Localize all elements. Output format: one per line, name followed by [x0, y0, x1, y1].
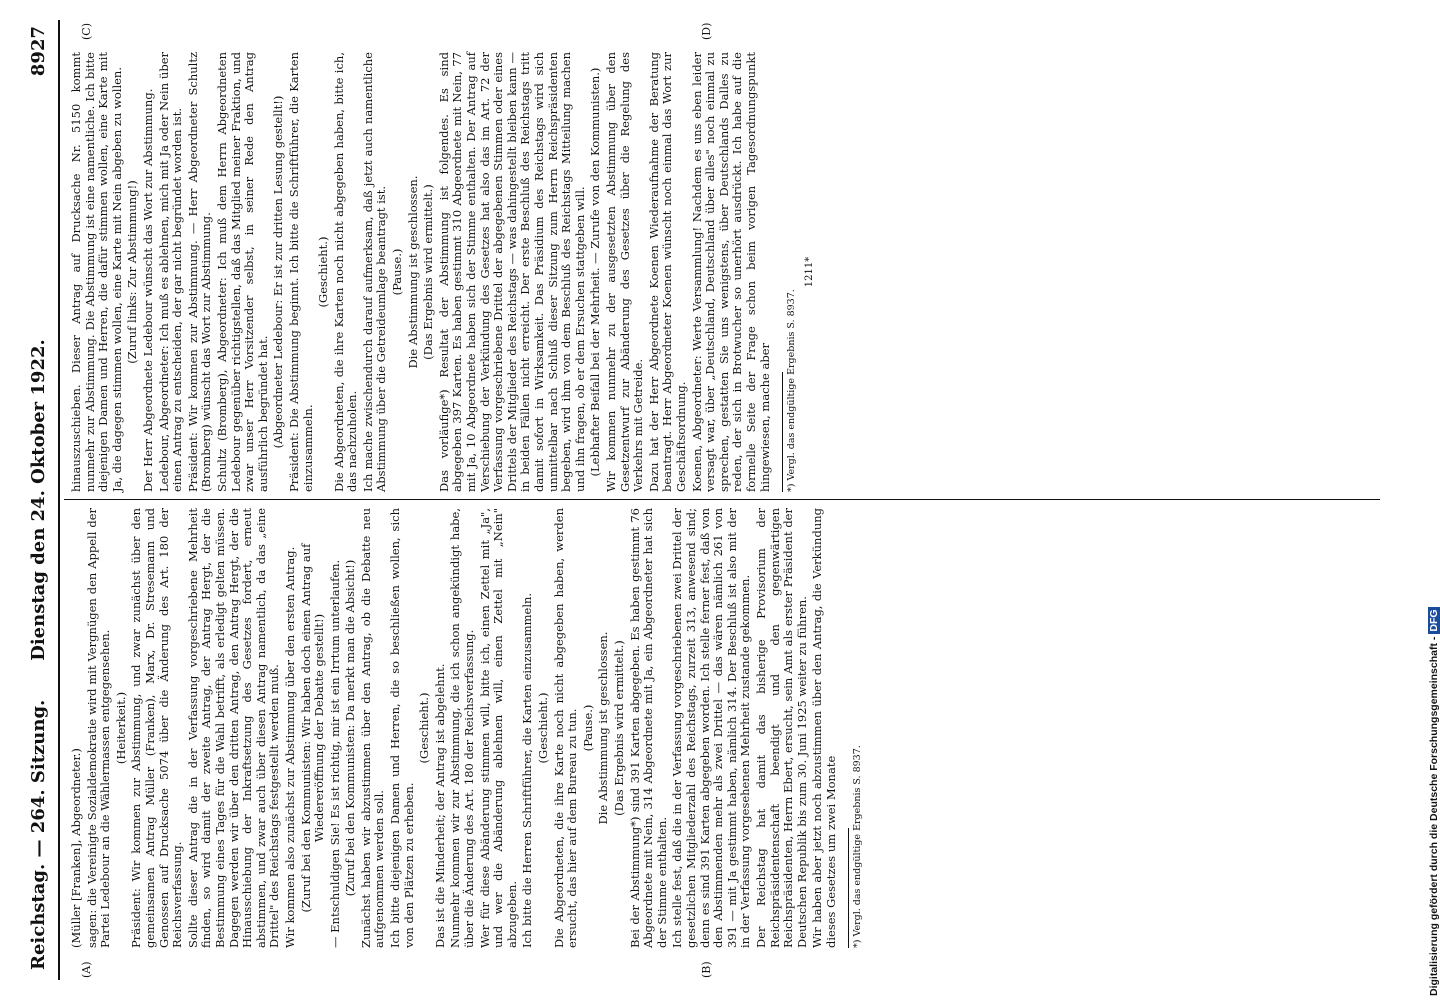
- paragraph: sagen: die Vereinigte Sozialdemokratie wird mit Vergnügen den Appell der Partei Ledebour an die Wählermassen entgegensehen.: [84, 508, 113, 948]
- paragraph: hinauszuschieben. Dieser Antrag auf Drucksache Nr. 5150 kommt nunmehr zur Abstimmung. Die Abstimmung ist eine namentliche. Ich bitte diejenigen Damen und Herren, die dafür stimmen wollen, eine Karte mit Ja, die dagegen stimmen wollen, eine Karte mit Nein abgeben zu wollen.: [69, 52, 124, 492]
- interjection: (Das Ergebnis wird ermittelt.): [611, 640, 626, 816]
- paragraph: Wir kommen nunmehr zu der ausgesetzten Abstimmung über den Gesetzentwurf zur Abänderung des Gesetzes über die Regelung des Verkehrs mit Getreide.: [603, 52, 646, 492]
- interjection: (Zuruf links: Zur Abstimmung!): [125, 180, 140, 364]
- interjection: (Geschieht.): [316, 236, 331, 308]
- paragraph: Der Herr Abgeordnete Ledebour wünscht das Wort zur Abstimmung.: [140, 88, 155, 492]
- speaker-note: (Müller [Franken], Abgeordneter.): [69, 748, 83, 948]
- paragraph: Der Reichstag hat damit das bisherige Provisorium der Reichspräsidentenschaft beendigt und den gegenwärtigen Reichspräsidenten, Herrn Ebert, ersucht, sein Amt als erster Präsident der Deutschen Republik bis zum 30. Juni 1925 weiter zu führen.: [753, 508, 809, 948]
- paragraph: Wir kommen also zunächst zur Abstimmung über den ersten Antrag.: [282, 546, 297, 948]
- paragraph: Präsident: Die Abstimmung beginnt. Ich bitte die Schriftführer, die Karten einzusammeln.: [286, 52, 315, 492]
- paragraph: Wer für diese Abänderung stimmen will, bitte ich, einen Zettel mit „Ja", und wer die Abänderung ablehnen will, einen Zettel mit „Nein" abzugeben.: [477, 508, 519, 948]
- paragraph: Präsident: Wir kommen zur Abstimmung, und zwar zunächst über den gemeinsamen Antrag Müller (Franken), Marx, Dr. Stresemann und Genossen auf Drucksache 5074 über die Änderung des Art. 180 der Reichsverfassung.: [129, 508, 185, 948]
- page-number: 8927: [28, 26, 49, 77]
- paragraph: Wir haben aber jetzt noch abzustimmen über den Antrag, die Verkündung dieses Gesetzes um zwei Monate: [810, 508, 838, 948]
- paragraph: Ich bitte diejenigen Damen und Herren, die so beschließen wollen, sich von den Plätzen zu erheben.: [388, 508, 416, 948]
- digitization-credit: [1414, 0, 1440, 1000]
- paragraph: — Entschuldigen Sie! Es ist richtig, mir ist ein Irrtum unterlaufen.: [327, 559, 342, 948]
- paragraph: Die Abgeordneten, die ihre Karten noch nicht abgegeben haben, bitte ich, das nachzuholen.: [331, 52, 360, 492]
- column-divider: [64, 499, 1380, 500]
- paragraph: Ich mache zwischendurch darauf aufmerksam, daß jetzt auch namentliche Abstimmung über die Getreideumlage beantragt ist.: [360, 52, 389, 492]
- interjection: (Zuruf bei den Kommunisten: Da merkt man die Absicht!): [343, 559, 358, 897]
- left-column: [70, 508, 865, 948]
- margin-mark-c: (C): [80, 23, 93, 40]
- paragraph: Ich stelle fest, daß die in der Verfassung vorgeschriebenen zwei Drittel der gesetzlichen Mitgliederzahl des Reichstags, zurzeit 313, anwesend sind; denn es sind 391 Karten abgegeben worden. Ich stelle ferner fest, daß von den Abstimmenden mehr als zwei Drittel — das wären nämlich 261 von 391 — mit Ja gestimmt haben, nämlich 314. Der Beschluß ist also mit der in der Verfassung vorgesehenen Mehrheit zustande gekommen.: [670, 508, 753, 948]
- footnote: *) Vergl. das endgültige Ergebnis S. 8937.: [782, 372, 799, 492]
- paragraph: Bei der Abstimmung*) sind 391 Karten abgegeben. Es haben gestimmt 76 Abgeordnete mit Nein, 314 Abgeordnete mit Ja, ein Abgeordneter hat sich der Stimme enthalten.: [627, 508, 669, 948]
- margin-mark-d: (D): [700, 22, 713, 40]
- paragraph: Ich bitte die Herren Schriftführer, die Karten einzusammeln.: [520, 592, 535, 948]
- paragraph: Dazu hat der Herr Abgeordnete Koenen Wiederaufnahme der Beratung beantragt. Herr Abgeordneter Koenen wünscht noch einmal das Wort zur Geschäftsordnung.: [646, 52, 688, 492]
- header-rule: [58, 20, 60, 980]
- interjection: (Heiterkeit.): [113, 691, 128, 765]
- margin-mark-b: (B): [700, 961, 713, 978]
- page-header: [24, 20, 58, 980]
- paragraph: Die Abstimmung ist geschlossen.: [405, 175, 420, 369]
- paragraph: Sollte dieser Antrag die in der Verfassung vorgeschriebene Mehrheit finden, so wird damit der zweite Antrag, der Antrag Hergt, der die Bestimmung eines Tages für die Wahl betrifft, als erledigt gelten müssen. Dagegen werden wir über den dritten Antrag, den Antrag Hergt, der die Hinausschiebung der Inkraftsetzung des Gesetzes fordert, erneut abstimmen, und zwar auch über diesen Antrag namentlich, da das „eine Drittel" des Reichstags festgestellt werden muß.: [185, 508, 282, 948]
- credit-text: Digitalisierung gefördert durch die Deutsche Forschungsgemeinschaft -: [1428, 636, 1440, 996]
- signature-mark: 1211*: [803, 256, 815, 288]
- paragraph: Präsident: Wir kommen zur Abstimmung. — Herr Abgeordneter Schultz (Bromberg) wünscht das Wort zur Abstimmung.: [185, 52, 214, 492]
- interjection: (Pause.): [580, 704, 595, 752]
- paragraph: Das ist die Minderheit; der Antrag ist abgelehnt.: [432, 663, 447, 948]
- header-left: Reichstag. — 264. Sitzung.: [28, 699, 49, 970]
- interjection: (Das Ergebnis wird ermittelt.): [421, 184, 436, 360]
- interjection: (Geschieht.): [417, 692, 432, 764]
- paragraph: Die Abgeordneten, die ihre Karte noch nicht abgegeben haben, werden ersucht, das hier auf dem Bureau zu tun.: [551, 508, 580, 948]
- paragraph: Zunächst haben wir abzustimmen über den Antrag, ob die Debatte neu aufgenommen werden soll.: [358, 508, 387, 948]
- paragraph: Nunmehr kommen wir zur Abstimmung, die ich schon angekündigt habe, über die Änderung des Art. 180 der Reichsverfassung.: [448, 508, 477, 948]
- interjection: (Abgeordneter Ledebour: Er ist zur dritten Lesung gestellt!): [271, 95, 286, 449]
- paragraph: Das vorläufige*) Resultat der Abstimmung ist folgendes. Es sind abgegeben 397 Karten. Es haben gestimmt 310 Abgeordnete mit Nein, 77 mit Ja, 10 Abgeordnete haben sich der Stimme enthalten. Der Antrag auf Verschiebung der Verkündung des Gesetzes hat also das im Art. 72 der Verfassung vorgeschriebene Drittel der abgegebenen Stimmen oder eines Drittels der Mitglieder des Reichstags — was dahingestellt bleiben kann — in beiden Fällen nicht erreicht. Der erste Beschluß des Reichstags tritt damit sofort in Wirksamkeit. Das Präsidium des Reichstags wird sich unmittelbar nach Schluß dieser Sitzung zum Herrn Reichspräsidenten begeben, wird ihm von dem Beschluß des Reichstags Mitteilung machen und ihn fragen, ob er dem Ersuchen stattgeben will.: [436, 52, 587, 492]
- interjection: (Pause.): [390, 248, 405, 296]
- dfg-logo: DFG: [1428, 609, 1440, 632]
- paragraph: Koenen, Abgeordneter: Werte Versammlung! Nachdem es uns eben leider versagt war, über „Deutschland, Deutschland über alles" noch einmal zu sprechen, gestatten Sie uns wenigstens, über Deutschlands Dalles zu reden, der sich in Brotwucher so unerhört ausdrückt. Ich habe auf die formelle Seite der Frage schon beim vorigen Tagesordnungspunkt hingewiesen, mache aber: [689, 52, 772, 492]
- footnote: *) Vergl. das endgültige Ergebnis S. 8937.: [848, 828, 865, 948]
- right-column: [70, 52, 816, 492]
- interjection: (Lebhafter Beifall bei der Mehrheit. — Zurufe von den Kommunisten.): [588, 67, 603, 477]
- paragraph: Die Abstimmung ist geschlossen.: [596, 631, 611, 825]
- paragraph: Schultz (Bromberg), Abgeordneter: Ich muß dem Herrn Abgeordneten Ledebour gegenüber richtigstellen, daß das Mitglied meiner Fraktion, und zwar unser Herr Vorsitzender selbst, in seiner Rede den Antrag ausführlich begründet hat.: [214, 52, 270, 492]
- interjection: (Geschieht.): [536, 692, 550, 764]
- interjection: (Zuruf bei den Kommunisten: Wir haben doch einen Antrag auf Wiedereröffnung der Debatte gestellt!): [298, 543, 327, 913]
- paragraph: Ledebour, Abgeordneter: Ich muß es ablehnen, mich mit Ja oder Nein über einen Antrag zu entscheiden, der gar nicht begründet worden ist.: [156, 52, 185, 492]
- margin-mark-a: (A): [80, 961, 93, 978]
- header-date: Dienstag den 24. Oktober 1922.: [28, 339, 49, 661]
